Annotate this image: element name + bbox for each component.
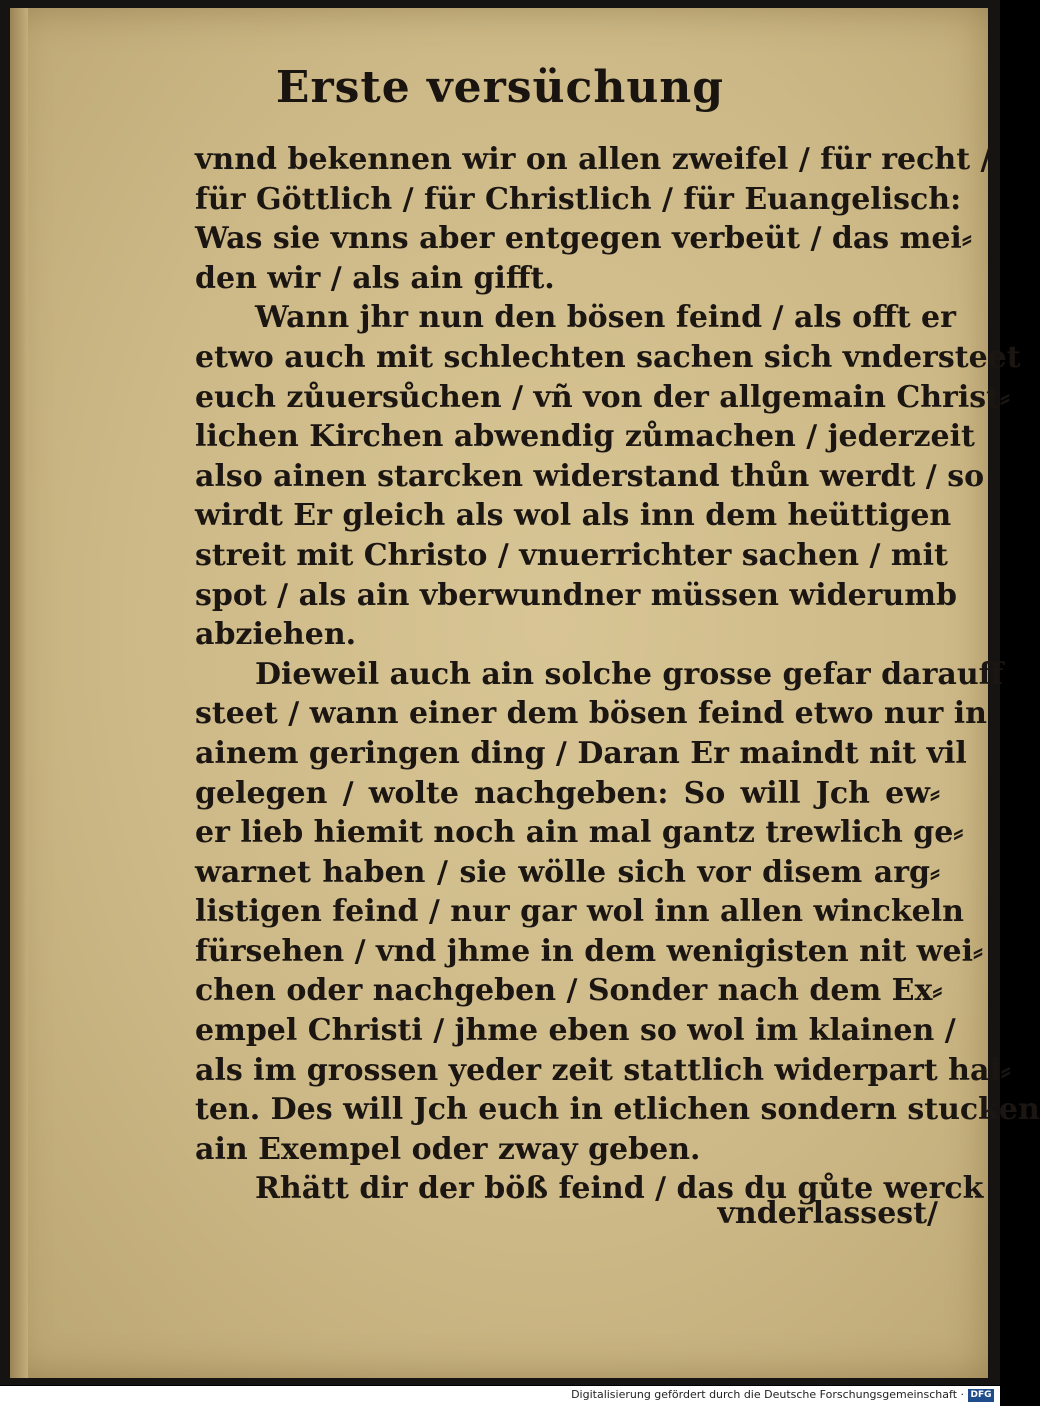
text-line: Wann jhr nun den bösen feind / als offt er — [255, 300, 956, 336]
text-line: ain Exempel oder zway geben. — [195, 1131, 701, 1167]
text-line: chen oder nachgeben / Sonder nach dem Ex⸗ — [195, 973, 943, 1009]
text-line: steet / wann einer dem bösen feind etwo nur in — [195, 696, 987, 732]
text-line: euch zůuersůchen / vñ von der allgemain Christ⸗ — [195, 379, 1010, 415]
catchword: vnderlassest/ — [717, 1196, 938, 1231]
text-line: lichen Kirchen abwendig zůmachen / jederzeit — [195, 419, 975, 455]
text-line: den wir / als ain gifft. — [195, 260, 555, 296]
text-line: gelegen / wolte nachgeben: So will Jch ew⸗ — [195, 775, 940, 811]
running-title: Erste versüchung — [275, 62, 725, 113]
text-line: streit mit Christo / vnuerrichter sachen / mit — [195, 537, 948, 573]
text-line: empel Christi / jhme eben so wol im klainen / — [195, 1013, 956, 1049]
body-text — [195, 140, 1040, 1209]
funding-credit: Digitalisierung gefördert durch die Deutsche Forschungsgemeinschaft · — [571, 1388, 964, 1401]
text-line: abziehen. — [195, 617, 357, 653]
text-line: ten. Des will Jch euch in etlichen sondern stucken — [195, 1092, 1040, 1128]
text-line: Was sie vnns aber entgegen verbeüt / das mei⸗ — [195, 221, 972, 257]
text-line: etwo auch mit schlechten sachen sich vndersteet — [195, 339, 1021, 375]
text-line: Dieweil auch ain solche grosse gefar darauff — [255, 656, 1004, 692]
text-line: wirdt Er gleich als wol als inn dem heüttigen — [195, 498, 952, 534]
footer-bar — [0, 1386, 1000, 1406]
text-line: vnnd bekennen wir on allen zweifel / für recht / — [195, 142, 992, 177]
page-gutter — [10, 8, 28, 1378]
text-line: warnet haben / sie wölle sich vor disem arg⸗ — [195, 854, 940, 890]
text-line: also ainen starcken widerstand thůn werdt / so — [195, 458, 985, 494]
text-line: ainem geringen ding / Daran Er maindt nit vil — [195, 735, 967, 771]
text-line: er lieb hiemit noch ain mal gantz trewlich ge⸗ — [195, 815, 964, 851]
text-line: als im grossen yeder zeit stattlich widerpart hal⸗ — [195, 1052, 1011, 1088]
text-line: fürsehen / vnd jhme in dem wenigisten nit wei⸗ — [195, 933, 983, 969]
text-line: Rhätt dir der böß feind / das du gůte werck — [255, 1171, 984, 1207]
text-line: für Göttlich / für Christlich / für Euangelisch: — [195, 181, 962, 217]
dfg-logo: DFG — [968, 1389, 994, 1402]
text-line: spot / als ain vberwundner müssen widerumb — [195, 577, 958, 613]
text-line: listigen feind / nur gar wol inn allen winckeln — [195, 894, 964, 930]
